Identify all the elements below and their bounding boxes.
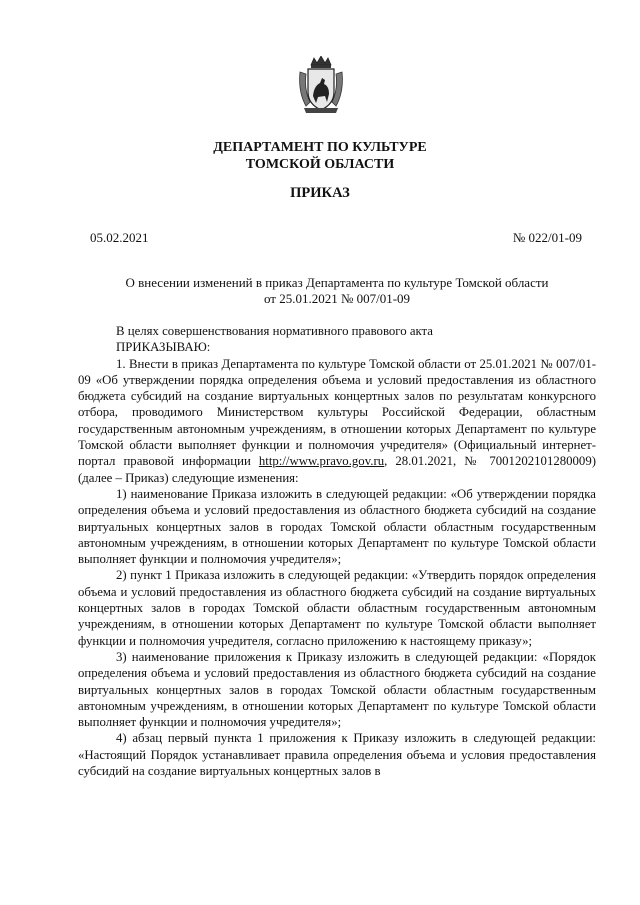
subitem-1-paragraph: 1) наименование Приказа изложить в следующей редакции: «Об утверждении порядка определения объема и условий предоставления из областного бюджета субсидий на создание виртуальных концертных залов в городах Томской области областным государственным автономным учреждениям, в отношении которых Департамент по культуре Томской области выполняет функции и полномочия учредителя»; — [78, 486, 596, 567]
department-title — [0, 139, 640, 173]
item-1-text: 1. Внести в приказ Департамента по культуре Томской области от 25.01.2021 № 007/01-09 «Об утверждении порядка определения объема и условий предоставления из областного бюджета субсидий на создание виртуальных концертных залов по результатам конкурсного отбора, проводимого Министерством культуры Российской Федерации, областным государственным автономным учреждениям, в отношении которых Департамент по культуре Томской области выполняет функции и полномочия учредителя» (Официальный интернет-портал правовой информации — [78, 356, 596, 469]
item-1-paragraph — [78, 356, 596, 486]
order-subject-line1: О внесении изменений в приказ Департамента по культуре Томской области — [125, 275, 549, 290]
subitem-4-paragraph: 4) абзац первый пункта 1 приложения к Приказу изложить в следующей редакции: «Настоящий Порядок устанавливает правила определения объема и условия предоставления субсидий на создание виртуальных концертных залов в — [78, 731, 596, 779]
subitem-3-paragraph: 3) наименование приложения к Приказу изложить в следующей редакции: «Порядок определения объема и условий предоставления из областного бюджета субсидий на создание виртуальных концертных залов в городах Томской области областным государственным автономным учреждениям, в отношении которых Департамент по культуре Томской области выполняет функции и полномочия учредителя»; — [78, 649, 596, 730]
pravo-gov-link[interactable]: http://www.pravo.gov.ru — [258, 454, 385, 469]
order-number: № 022/01-09 — [512, 230, 582, 245]
order-body — [78, 323, 596, 779]
order-subject-line2: от 25.01.2021 № 007/01-09 — [263, 291, 411, 306]
purpose-paragraph: В целях совершенствования нормативного правового акта — [116, 324, 433, 338]
order-word: ПРИКАЗЫВАЮ: — [116, 340, 211, 355]
coat-of-arms-icon — [298, 56, 344, 114]
department-title-line2: ТОМСКОЙ ОБЛАСТИ — [245, 157, 395, 172]
subitem-2-paragraph: 2) пункт 1 Приказа изложить в следующей редакции: «Утвердить порядок определения объема и условий предоставления из областного бюджета субсидий на создание виртуальных концертных залов в городах Томской области областным государственным автономным учреждениям, в отношении которых Департамент по культуре Томской области выполняет функции и полномочия учредителя, согласно приложению к настоящему приказу»; — [78, 568, 596, 648]
item-1-text-end: , 28.01.2021, № 7001202101280009) (далее – Приказ) следующие изменения: — [78, 454, 596, 485]
order-subject — [90, 275, 584, 307]
document-type: ПРИКАЗ — [290, 185, 350, 201]
order-date: 05.02.2021 — [90, 230, 149, 245]
department-title-line1: ДЕПАРТАМЕНТ ПО КУЛЬТУРЕ — [213, 140, 427, 155]
